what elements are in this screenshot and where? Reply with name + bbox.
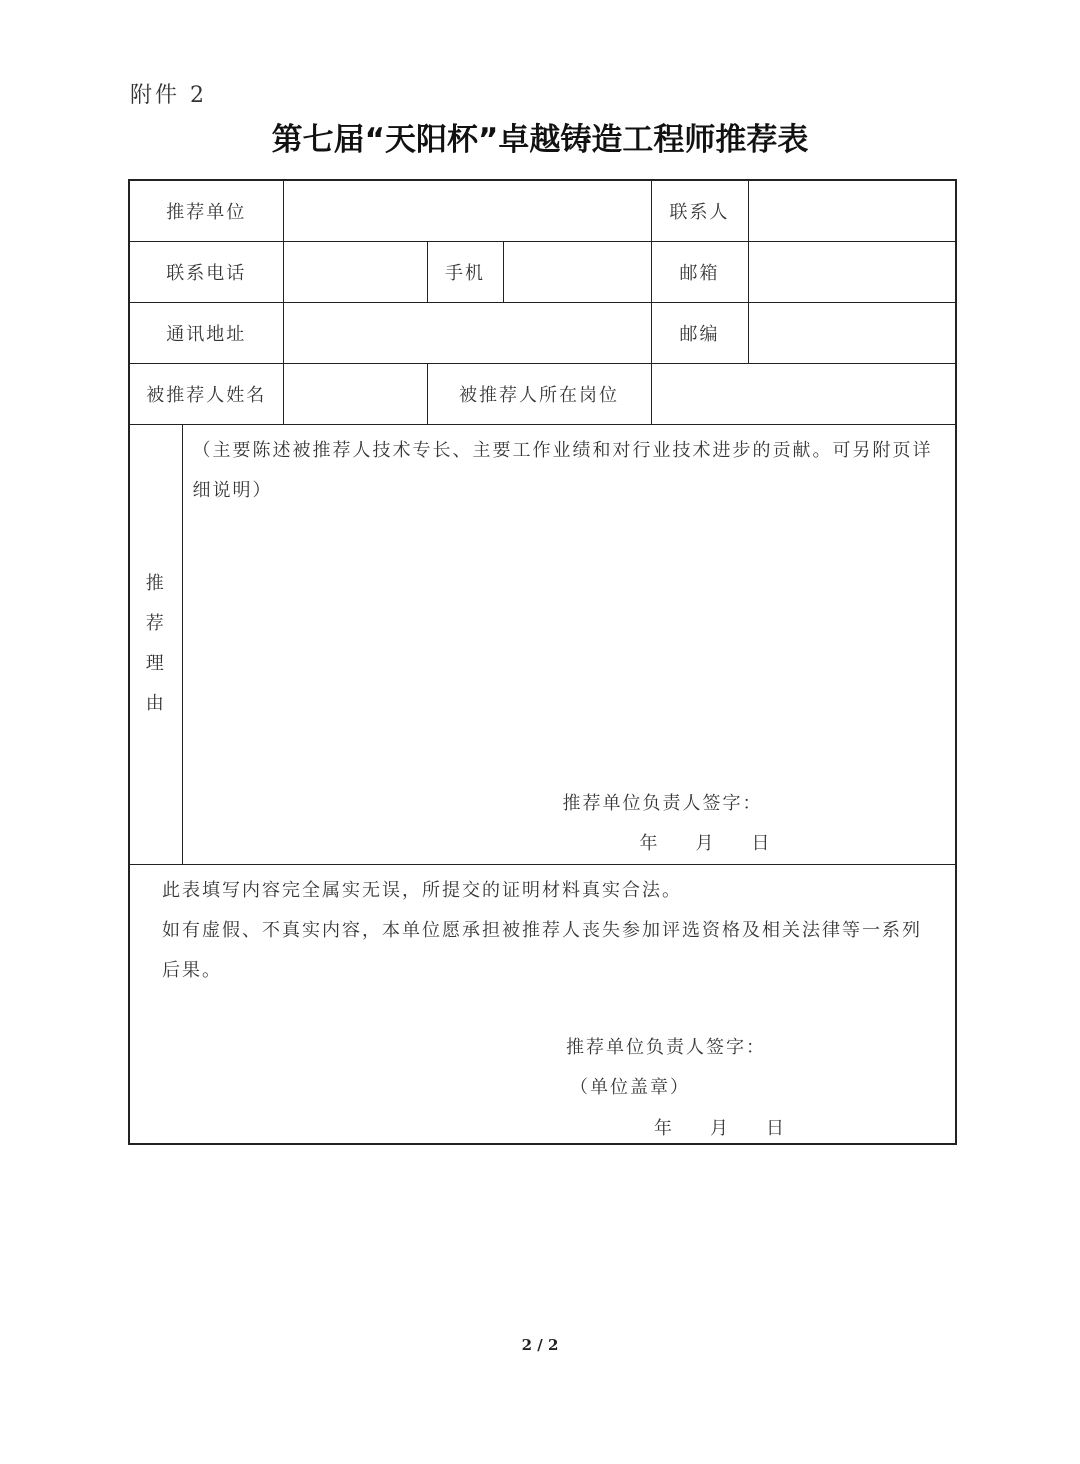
reason-label-char: 理 bbox=[145, 653, 166, 674]
date-day: 日 bbox=[766, 1117, 786, 1139]
reason-label bbox=[129, 424, 182, 864]
declaration-date bbox=[654, 1114, 822, 1140]
declaration-text bbox=[162, 871, 927, 991]
declaration-cell bbox=[129, 864, 956, 1144]
row-address bbox=[129, 302, 956, 363]
reason-date bbox=[640, 829, 808, 855]
address-field[interactable] bbox=[283, 302, 651, 363]
unit-label: 推荐单位 bbox=[129, 180, 283, 241]
row-declaration bbox=[129, 864, 956, 1144]
postcode-field[interactable] bbox=[748, 302, 956, 363]
phone-field[interactable] bbox=[283, 241, 427, 302]
declaration-signature-label: 推荐单位负责人签字： bbox=[566, 1036, 766, 1058]
nominee-position-field[interactable] bbox=[651, 363, 956, 424]
row-phone bbox=[129, 241, 956, 302]
date-year: 年 bbox=[654, 1117, 674, 1139]
postcode-label: 邮编 bbox=[651, 302, 748, 363]
form-title: 第七届“天阳杯”卓越铸造工程师推荐表 bbox=[271, 122, 809, 158]
row-nominee bbox=[129, 363, 956, 424]
reason-label-char: 推 bbox=[145, 573, 166, 594]
email-field[interactable] bbox=[748, 241, 956, 302]
row-unit bbox=[129, 180, 956, 241]
row-reason bbox=[129, 424, 956, 864]
nominee-name-field[interactable] bbox=[283, 363, 427, 424]
reason-field[interactable] bbox=[182, 424, 956, 864]
address-label: 通讯地址 bbox=[129, 302, 283, 363]
declaration-line-2: 如有虚假、不真实内容，本单位愿承担被推荐人丧失参加评选资格及相关法律等一系列后果。 bbox=[162, 919, 922, 981]
recommendation-form bbox=[128, 179, 957, 1145]
phone-label: 联系电话 bbox=[129, 241, 283, 302]
declaration-seal-label: （单位盖章） bbox=[570, 1076, 690, 1098]
declaration-line-1: 此表填写内容完全属实无误，所提交的证明材料真实合法。 bbox=[162, 879, 682, 901]
date-month: 月 bbox=[695, 832, 716, 854]
contact-label: 联系人 bbox=[651, 180, 748, 241]
attachment-label: 附件 2 bbox=[130, 83, 207, 108]
date-year: 年 bbox=[639, 832, 660, 854]
page-number: 2 / 2 bbox=[521, 1336, 559, 1354]
reason-hint: （主要陈述被推荐人技术专长、主要工作业绩和对行业技术进步的贡献。可另附页详细说明） bbox=[192, 439, 933, 501]
contact-field[interactable] bbox=[748, 180, 956, 241]
reason-label-char: 荐 bbox=[145, 613, 166, 634]
date-month: 月 bbox=[710, 1117, 730, 1139]
mobile-field[interactable] bbox=[503, 241, 651, 302]
email-label: 邮箱 bbox=[651, 241, 748, 302]
reason-signature-label: 推荐单位负责人签字： bbox=[562, 792, 763, 814]
mobile-label: 手机 bbox=[427, 241, 503, 302]
date-day: 日 bbox=[751, 832, 772, 854]
unit-field[interactable] bbox=[283, 180, 651, 241]
reason-label-char: 由 bbox=[145, 693, 166, 714]
nominee-name-label: 被推荐人姓名 bbox=[129, 363, 283, 424]
nominee-position-label: 被推荐人所在岗位 bbox=[427, 363, 651, 424]
